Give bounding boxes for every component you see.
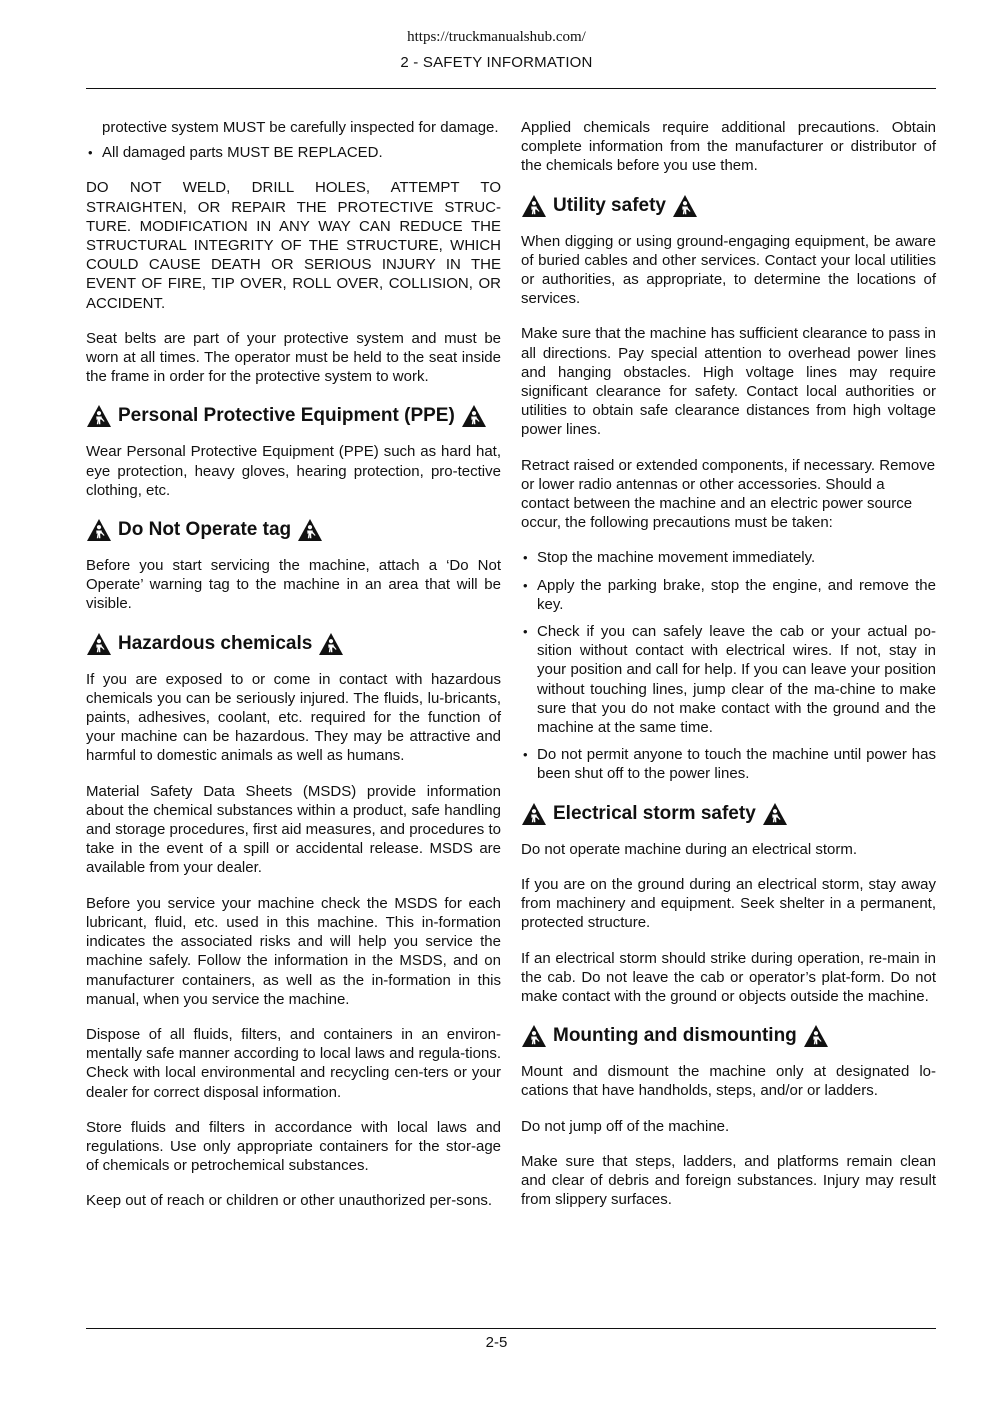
section-header: 2 - SAFETY INFORMATION — [400, 54, 593, 71]
paragraph: Dispose of all fluids, filters, and containers in an environ-mentally safe manner according to local laws and regula-tions. Check with local environmental and recycling cen-ters or your dealer for correct disposal information. — [86, 1025, 501, 1101]
paragraph: Store fluids and filters in accordance with local laws and regulations. Use only appropriate containers for the stor-age of chemicals or petrochemical substances. — [86, 1118, 501, 1175]
warning-triangle-icon — [297, 518, 323, 542]
paragraph: Make sure that the machine has sufficient clearance to pass in all directions. Pay special attention to overhead power lines and hanging obstacles. High voltage lines may require significant clearance for safety. Contact local authorities or utilities to obtain safe clearance distances from high voltage power lines. — [521, 325, 936, 439]
paragraph: If you are exposed to or come in contact with hazardous chemicals you can be seriously injured. The fluids, lu-bricants, paints, adhesives, coolant, etc. required for the function of your machine can be hazardous. They may be attractive and harmful to domestic animals as well as humans. — [86, 670, 501, 765]
paragraph: Mount and dismount the machine only at designated lo-cations that have handholds, steps, and/or or ladders. — [521, 1063, 936, 1100]
paragraph: Material Safety Data Sheets (MSDS) provide information about the chemical substances within a product, safe handling and storage procedures, first aid measures, and procedures to take in the event of a spill or accidental release. MSDS are available from your dealer. — [86, 782, 501, 877]
right-column — [521, 118, 936, 1225]
paragraph: Do not jump off of the machine. — [521, 1117, 730, 1135]
warning-triangle-icon — [86, 632, 112, 656]
heading-text: Do Not Operate tag — [118, 519, 292, 541]
warning-triangle-icon — [318, 632, 344, 656]
warning-triangle-icon — [672, 194, 698, 218]
paragraph: protective system MUST be carefully inspected for damage. — [102, 119, 499, 136]
warning-triangle-icon — [521, 802, 547, 826]
paragraph: Retract raised or extended components, if necessary. Remove or lower radio antennas or other accessories. Should a contact between the machine and an electric power source occur, the following precautions must be taken: — [521, 456, 936, 532]
paragraph: Do not operate machine during an electrical storm. — [521, 840, 858, 858]
paragraph: If an electrical storm should strike during operation, re-main in the cab. Do not leave the cab or operator’s plat-form. Do not make contact with the ground or objects outside the machine. — [521, 949, 936, 1005]
paragraph: Seat belts are part of your protective system and must be worn at all times. The operator must be held to the seat inside the frame in order for the protective system to work. — [86, 329, 501, 386]
paragraph: Keep out of reach or children or other unauthorized per-sons. — [86, 1192, 493, 1210]
paragraph: Applied chemicals require additional precautions. Obtain complete information from the manufacturer or distributor of the chemicals before you use them. — [521, 119, 936, 175]
heading-text: Hazardous chemicals — [118, 632, 313, 654]
warning-triangle-icon — [86, 404, 112, 428]
paragraph: Make sure that steps, ladders, and platforms remain clean and clear of debris and foreign substances. Injury may result from slippery surfaces. — [521, 1152, 936, 1209]
bullet-list — [86, 143, 501, 162]
paragraph: DO NOT WELD, DRILL HOLES, ATTEMPT TO STRAIGHTEN, OR REPAIR THE PROTECTIVE STRUC-TURE. MODIFICATION IN ANY WAY CAN REDUCE THE STRUCTURAL INTEGRITY OF THE STRUCTURE, WHICH COULD CAUSE DEATH OR SERIOUS INJURY IN THE EVENT OF FIRE, TIP OVER, ROLL OVER, COLLISION, OR ACCIDENT. — [86, 179, 501, 312]
footer-rule — [86, 1328, 936, 1329]
heading-mounting-and-dismounting — [521, 1022, 936, 1050]
header-rule — [86, 88, 936, 89]
heading-text: Mounting and dismounting — [553, 1025, 797, 1047]
heading-electrical-storm-safety — [521, 800, 936, 828]
heading-text: Utility safety — [553, 194, 666, 216]
list-item: • Apply the parking brake, stop the engine, and remove the key. — [521, 576, 936, 614]
paragraph: Before you start servicing the machine, attach a ‘Do Not Operate’ warning tag to the machine in an area that will be visible. — [86, 557, 501, 613]
warning-triangle-icon — [461, 404, 487, 428]
warning-triangle-icon — [86, 518, 112, 542]
heading-ppe — [86, 402, 501, 430]
paragraph: If you are on the ground during an electrical storm, stay away from machinery and equipment. Seek shelter in a permanent, protected structure. — [521, 875, 936, 932]
heading-do-not-operate-tag — [86, 516, 501, 544]
list-item: • Do not permit anyone to touch the machine until power has been shut off to the power lines. — [521, 745, 936, 783]
bullet-list — [521, 548, 936, 783]
list-item: • All damaged parts MUST BE REPLACED. — [86, 143, 501, 162]
warning-triangle-icon — [803, 1024, 829, 1048]
list-item: • Stop the machine movement immediately. — [521, 548, 936, 567]
paragraph: Wear Personal Protective Equipment (PPE) such as hard hat, eye protection, heavy gloves, hearing protection, pro-tective clothing, etc. — [86, 443, 501, 499]
heading-text: Personal Protective Equipment (PPE) — [118, 405, 455, 427]
page-number: 2-5 — [485, 1334, 508, 1351]
heading-hazardous-chemicals — [86, 630, 501, 658]
source-url: https://truckmanualshub.com/ — [407, 29, 586, 45]
paragraph: When digging or using ground-engaging equipment, be aware of buried cables and other services. Contact your local utilities or authorities, as appropriate, to determine the locations of services. — [521, 232, 936, 308]
heading-utility-safety — [521, 192, 936, 220]
warning-triangle-icon — [762, 802, 788, 826]
warning-triangle-icon — [521, 194, 547, 218]
list-item: • Check if you can safely leave the cab or your actual po-sition without contact with electrical wires. If not, stay in your position and call for help. If you can leave your position without touching lines, jump clear of the ma-chine to make sure that you do not make contact with the ground and the machine at the same time. — [521, 622, 936, 737]
left-column — [86, 118, 501, 1227]
paragraph: Before you service your machine check the MSDS for each lubricant, fluid, etc. used in this machine. This in-formation indicates the associated risks and will help you service the machine safely. Follow the information in the MSDS, and on manufacturer containers, as well as the in-formation in this manual, when you service the machine. — [86, 894, 501, 1008]
heading-text: Electrical storm safety — [553, 802, 756, 824]
warning-triangle-icon — [521, 1024, 547, 1048]
